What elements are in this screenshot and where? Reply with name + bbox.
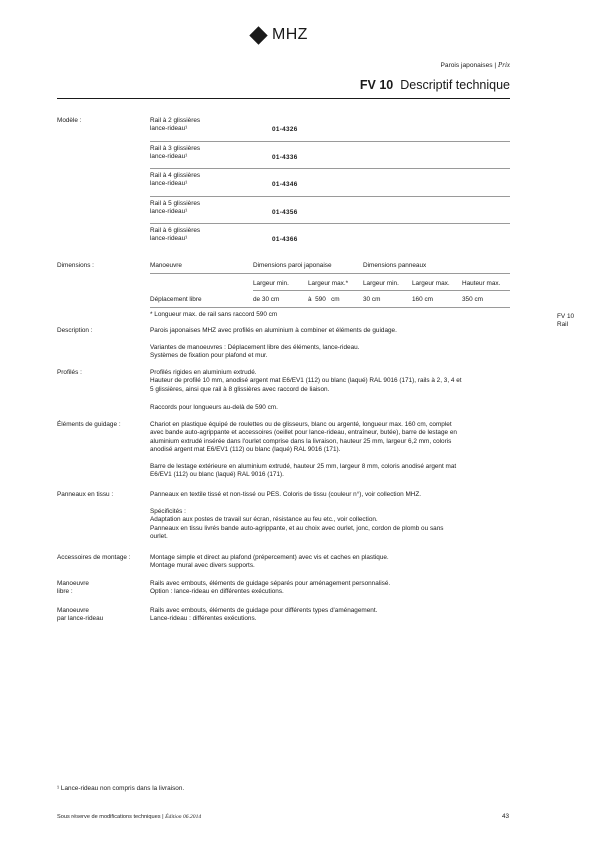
modele-item: Rail à 6 glissières lance-rideau¹ [150, 227, 201, 243]
dimensions-note: * Longueur max. de rail sans raccord 590 cm [150, 311, 278, 318]
col-manoeuvre: Manoeuvre [150, 262, 182, 269]
header-rule [57, 98, 510, 99]
guidage-text: Barre de lestage extérieure en aluminium extrudé, hauteur 25 mm, largeur 8 mm, coloris anodisé argent mat E6/EV1 (112) ou blanc (laqué) RAL 9016 (171). [150, 463, 457, 479]
manoeuvre-lance-text: Rails avec embouts, éléments de guidage pour différents types d'aménagement. Lance-rideau : différentes exécutions. [150, 607, 378, 623]
profiles-text: Profilés rigides en aluminium extrudé. Hauteur de profilé 10 mm, anodisé argent mat E6/EV1 (112) ou blanc (laqué) RAL 9016 (171), rails à 2, 3, 4 et 5 glissières, ainsi que rail à 8 glissières avec raccord de liaison. [150, 369, 462, 393]
dimensions-label: Dimensions : [57, 262, 94, 269]
modele-item: Rail à 2 glissières lance-rideau¹ [150, 117, 201, 133]
cell: de 30 cm [253, 296, 280, 303]
guidage-label: Éléments de guidage : [57, 421, 121, 428]
modele-label: Modèle : [57, 117, 82, 124]
divider [150, 223, 510, 224]
subheader: Largeur min. [253, 280, 289, 287]
col-panneaux: Dimensions panneaux [363, 262, 427, 269]
subheader: Largeur max. [412, 280, 450, 287]
divider [150, 273, 510, 274]
article-code: 01-4366 [272, 236, 298, 243]
cell: 160 cm [412, 296, 433, 303]
brand-logo [252, 26, 308, 44]
divider [150, 141, 510, 142]
side-note: FV 10 Rail [557, 313, 575, 329]
description-label: Description : [57, 327, 93, 334]
divider [150, 168, 510, 169]
divider [150, 307, 510, 308]
article-code: 01-4346 [272, 181, 298, 188]
description-text: Parois japonaises MHZ avec profilés en aluminium à combiner et éléments de guidage. [150, 327, 397, 334]
guidage-text: Chariot en plastique équipé de roulettes ou de glisseurs, blanc ou argenté, longueur max. 160 cm, complet avec bande auto-agrippante et accessoires (oeillet pour lance-rideau, entraîneur, butée), barre de lestage en aluminium extrudé insérée dans l'ourlet comprise dans la livraison, hauteur 25 mm, largeur 6,2 mm, coloris anodisé argent mat E6/EV1 (112) ou blanc (laqué) RAL 9016 (171). [150, 421, 457, 454]
subheader: Largeur min. [363, 280, 399, 287]
page-title: FV 10 Descriptif technique [359, 78, 510, 92]
col-paroi: Dimensions paroi japonaise [253, 262, 332, 269]
article-code: 01-4336 [272, 154, 298, 161]
subheader: Largeur max.* [308, 280, 349, 287]
breadcrumb: Parois japonaises | Prix [440, 61, 510, 69]
page-number: 43 [502, 813, 510, 820]
modele-item: Rail à 4 glissières lance-rideau¹ [150, 172, 201, 188]
panneaux-text: Panneaux en textile tissé et non-tissé ou PES. Coloris de tissu (couleur n°), voir collection MHZ. [150, 491, 422, 498]
cell: à 590 cm [308, 296, 340, 303]
cell: 350 cm [462, 296, 483, 303]
manoeuvre-lance-label: Manoeuvre par lance-rideau [57, 607, 104, 623]
accessoires-text: Montage simple et direct au plafond (prépercement) avec vis et caches en plastique. Montage mural avec divers supports. [150, 554, 389, 570]
profiles-text: Raccords pour longueurs au-delà de 590 cm. [150, 404, 278, 411]
manoeuvre-libre-text: Rails avec embouts, éléments de guidage séparés pour aménagement personnalisé. Option : lance-rideau en différentes exécutions. [150, 580, 391, 596]
divider [253, 290, 510, 291]
profiles-label: Profilés : [57, 369, 82, 376]
article-code: 01-4326 [272, 126, 298, 133]
panneaux-text: Spécificités : Adaptation aux postes de travail sur écran, résistance au feu etc., voir collection. Panneaux en tissu livrés bande auto-agrippante, et au choix avec ourlet, jonc, cordon de plomb ou sans ourlet. [150, 508, 444, 541]
subheader: Hauteur max. [462, 280, 501, 287]
modele-item: Rail à 5 glissières lance-rideau¹ [150, 200, 201, 216]
brand-name: MHZ [272, 26, 308, 43]
modele-item: Rail à 3 glissières lance-rideau¹ [150, 145, 201, 161]
article-code: 01-4356 [272, 209, 298, 216]
diamond-icon [249, 26, 267, 44]
manoeuvre-libre-label: Manoeuvre libre : [57, 580, 89, 596]
footer-text: Sous réserve de modifications techniques | Édition 06.2014 [57, 814, 202, 820]
footnote: ¹ Lance-rideau non compris dans la livraison. [57, 785, 185, 792]
description-text: Variantes de manoeuvres : Déplacement libre des éléments, lance-rideau. Systèmes de fixation pour plafond et mur. [150, 344, 360, 360]
panneaux-label: Panneaux en tissu : [57, 491, 114, 498]
divider [150, 196, 510, 197]
cell: 30 cm [363, 296, 381, 303]
accessoires-label: Accessoires de montage : [57, 554, 131, 561]
row-name: Déplacement libre [150, 296, 202, 303]
